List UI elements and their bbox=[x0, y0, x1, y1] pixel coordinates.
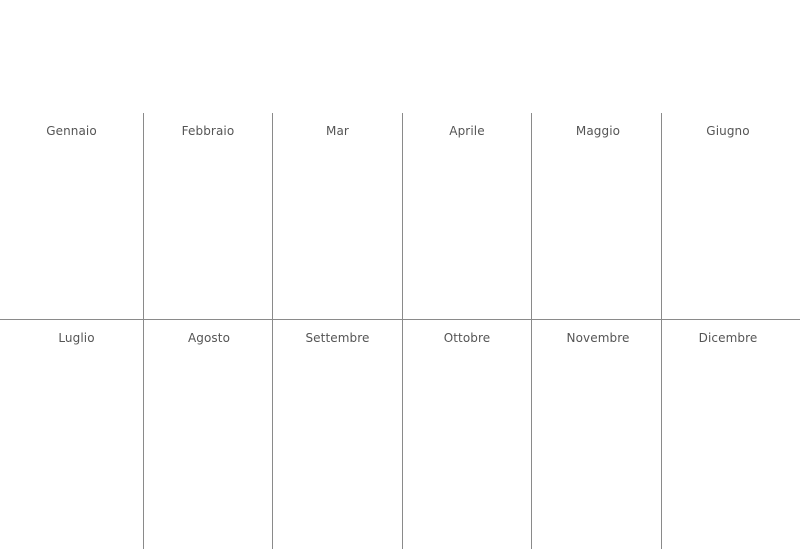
month-cell-february bbox=[144, 113, 272, 319]
month-label: Agosto bbox=[187, 331, 231, 345]
month-cell-march bbox=[273, 113, 402, 319]
month-cell-august bbox=[144, 320, 274, 549]
month-label: Maggio bbox=[575, 124, 621, 138]
month-cell-september bbox=[273, 320, 402, 549]
month-label: Febbraio bbox=[181, 124, 235, 138]
month-label: Gennaio bbox=[46, 124, 97, 138]
month-label: Novembre bbox=[566, 331, 630, 345]
month-cell-may bbox=[532, 113, 664, 319]
month-cell-january bbox=[0, 113, 143, 319]
month-label: Luglio bbox=[58, 331, 95, 345]
month-label: Mar bbox=[326, 124, 349, 138]
month-cell-july bbox=[0, 320, 153, 549]
month-label: Aprile bbox=[449, 124, 485, 138]
month-label: Settembre bbox=[305, 331, 370, 345]
month-cell-april bbox=[403, 113, 531, 319]
month-cell-december bbox=[662, 320, 794, 549]
month-label: Giugno bbox=[706, 124, 750, 138]
month-cell-november bbox=[532, 320, 664, 549]
month-cell-october bbox=[403, 320, 531, 549]
month-label: Ottobre bbox=[443, 331, 491, 345]
month-cell-june bbox=[662, 113, 794, 319]
month-label: Dicembre bbox=[698, 331, 758, 345]
